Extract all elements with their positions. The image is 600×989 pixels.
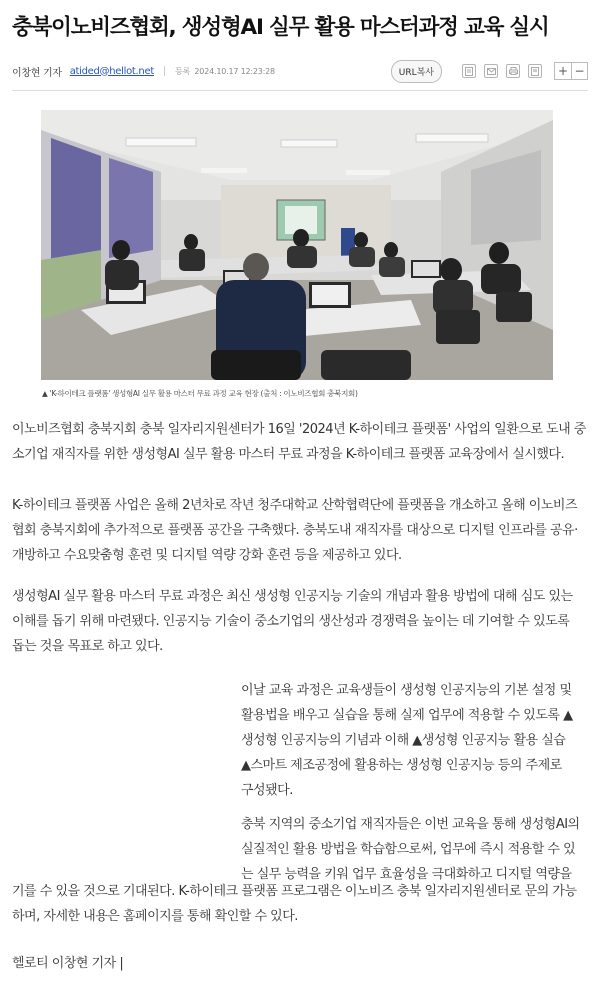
- paragraph-line: 충북 지역의 중소기업 재직자들은 이번 교육을 통해 생성형AI의: [241, 817, 580, 832]
- paragraph-2: [12, 493, 584, 568]
- paragraph-line: 이날 교육 과정은 교육생들이 생성형 인공지능의 기본 설정 및: [241, 683, 572, 698]
- paragraph-5: [241, 812, 584, 887]
- published-date: 2024.10.17 12:23:28: [194, 66, 275, 76]
- url-copy-button[interactable]: URL복사: [391, 60, 442, 83]
- paragraph-line: 돕는 것을 목표로 하고 있다.: [12, 639, 163, 654]
- paragraph-line: 이해를 돕기 위해 마련됐다. 인공지능 기술이 중소기업의 생산성과 경쟁력을 높이는 데 기여할 수 있도록: [12, 614, 570, 629]
- paragraph-line: 활용법을 배우고 실습을 통해 실제 업무에 적용할 수 있도록 ▲: [241, 708, 573, 723]
- print-icon[interactable]: [506, 64, 520, 78]
- paragraph-line: 하며, 자세한 내용은 홈페이지를 통해 확인할 수 있다.: [12, 909, 298, 924]
- paragraph-1: [12, 417, 584, 467]
- paragraph-line: 생성형 인공지능의 기념과 이해 ▲생성형 인공지능 활용 실습: [241, 733, 566, 748]
- email-icon[interactable]: [484, 64, 498, 78]
- paragraph-line: 구성됐다.: [241, 783, 293, 798]
- article-tools: [391, 60, 588, 83]
- date-label: 등록: [174, 66, 191, 76]
- paragraph-line: K-하이테크 플랫폼 사업은 올해 2년차로 작년 청주대학교 산학협력단에 플랫폼을 개소하고 올해 이노비즈: [12, 498, 578, 513]
- header-divider: [12, 90, 588, 91]
- paragraph-line: ▲스마트 제조공정에 활용하는 생성형 인공지능 등의 주제로: [241, 758, 562, 773]
- paragraph-line: 기를 수 있을 것으로 기대된다. K-하이테크 플랫폼 프로그램은 이노비즈 충북 일자리지원센터로 문의 가능: [12, 884, 577, 899]
- article-meta: [12, 56, 588, 86]
- paragraph-line: 이노비즈협회 충북지회 충북 일자리지원센터가 16일 '2024년 K-하이테크 플랫폼' 사업의 일환으로 도내 중: [12, 422, 586, 437]
- photo-caption: ▲ 'K-하이테크 플랫폼' 생성형AI 실무 활용 마스터 무료 과정 교육 현장 (출처 : 이노비즈협회 충북지회): [42, 389, 358, 398]
- author-name: 이창현 기자: [12, 67, 62, 79]
- meta-divider: [164, 66, 165, 76]
- author-email-link[interactable]: atided@hellot.net: [69, 65, 154, 77]
- scrap-icon[interactable]: [528, 64, 542, 78]
- paragraph-line: 는 실무 능력을 키워 업무 효율성을 극대화하고 디지털 역량을: [241, 867, 572, 882]
- document-icon[interactable]: [462, 64, 476, 78]
- paragraph-6: [12, 879, 584, 929]
- paragraph-line: 실질적인 활용 방법을 학습함으로써, 업무에 즉시 적용할 수 있: [241, 842, 576, 857]
- font-decrease-button[interactable]: −: [571, 63, 587, 79]
- paragraph-4: [241, 678, 584, 803]
- article-title: 충북이노비즈협회, 생성형AI 실무 활용 마스터과정 교육 실시: [12, 15, 549, 40]
- paragraph-line: 생성형AI 실무 활용 마스터 무료 과정은 최신 생성형 인공지능 기술의 개념과 활용 방법에 대해 심도 있는: [12, 589, 573, 604]
- font-increase-button[interactable]: +: [555, 63, 571, 79]
- paragraph-line: 소기업 재직자를 위한 생성형AI 실무 활용 마스터 무료 과정을 K-하이테크 플랫폼 교육장에서 실시했다.: [12, 447, 565, 462]
- paragraph-3: [12, 584, 584, 659]
- paragraph-line: 개방하고 수요맞춤형 훈련 및 디지털 역량 강화 훈련 등을 제공하고 있다.: [12, 548, 402, 563]
- paragraph-line: 협회 충북지회에 추가적으로 플랫폼 공간을 구축했다. 충북도내 재직자를 대상으로 디지털 인프라를 공유·: [12, 523, 578, 538]
- font-size-controls: [554, 62, 588, 80]
- article-photo: [41, 110, 553, 380]
- reporter-byline: 헬로티 이창현 기자 |: [12, 956, 124, 971]
